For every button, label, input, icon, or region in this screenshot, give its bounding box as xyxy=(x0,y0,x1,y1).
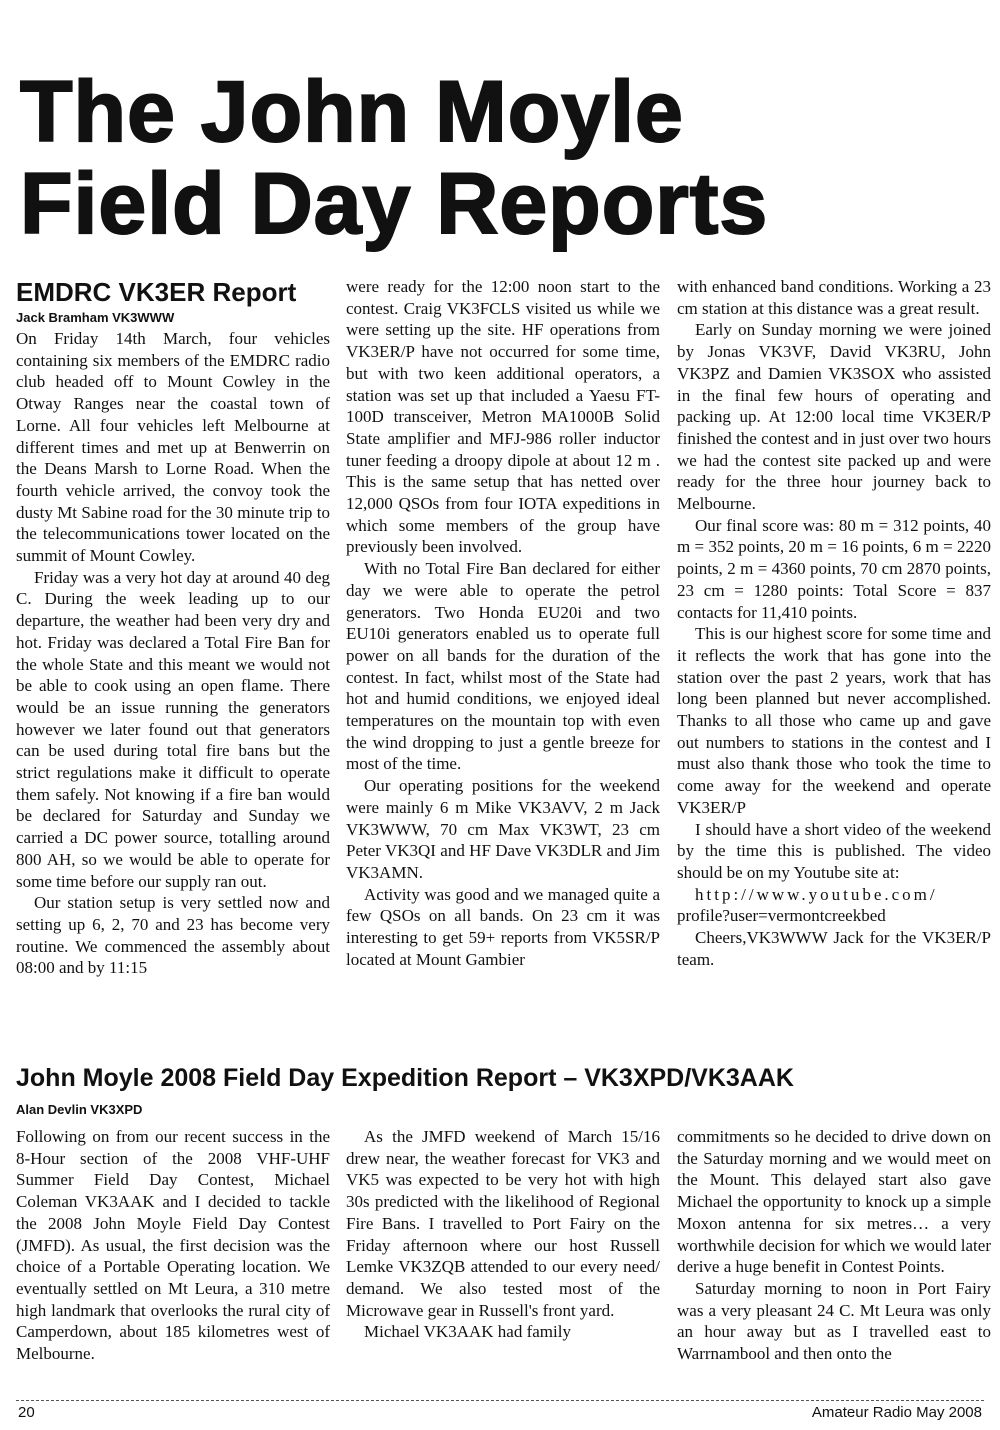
paragraph: Our station setup is very settled now and setting up 6, 2, 70 and 23 has become very routine. We commenced the assembly about 08:00 and by 11:15 xyxy=(16,893,330,978)
article1-heading: EMDRC VK3ER Report xyxy=(16,277,297,307)
paragraph: commitments so he decided to drive down on the Saturday morning and we would meet on the Mount. This delayed start also gave Michael the opportunity to knock up a simple Moxon antenna for six metres… a very worthwhile decision for which we would later derive a huge benefit in Contest Points. xyxy=(677,1127,991,1277)
magazine-issue: Amateur Radio May 2008 xyxy=(811,1404,982,1421)
article2-column-2 xyxy=(346,1126,660,1343)
paragraph: Following on from our recent success in the 8-Hour section of the 2008 VHF-UHF Summer Field Day Contest, Michael Coleman VK3AAK and I decided to tackle the 2008 John Moyle Field Day Contest (JMFD). As usual, the first decision was the choice of a Portable Operating location. We eventually settled on Mt Leura, a 310 metre high landmark that overlooks the rural city of Camperdown, about 185 kilometres west of Melbourne. xyxy=(16,1127,330,1364)
page-number: 20 xyxy=(18,1404,35,1421)
page-title-line-2: Field Day Reports xyxy=(20,156,769,252)
paragraph: As the JMFD weekend of March 15/16 drew near, the weather forecast for VK3 and VK5 was expected to be very hot with high 30s predicted with the likelihood of Regional Fire Bans. I travelled to Port Fairy on the Friday afternoon where our host Russell Lemke VK3ZQB attended to our every need/ demand. We also tested most of the Microwave gear in Russell's front yard. xyxy=(346,1127,660,1320)
article2-heading: John Moyle 2008 Field Day Expedition Report – VK3XPD/VK3AAK xyxy=(16,1064,794,1092)
paragraph: Our final score was: 80 m = 312 points, 40 m = 352 points, 20 m = 16 points, 6 m = 2220 points, 2 m = 4360 points, 70 cm 2870 points, 23 cm = 1280 points: Total Score = 837 contacts for 11,410 points. xyxy=(677,515,991,622)
paragraph: On Friday 14th March, four vehicles containing six members of the EMDRC radio club headed off to Mount Cowley in the Otway Ranges near the coastal town of Lorne. All four vehicles left Melbourne at different times and met up at Benwerrin on the Deans Marsh to Lorne Road. When the fourth vehicle arrived, the convoy took the dusty Mt Sabine road for the 30 minute trip to the telecommunications tower located on the summit of Mount Cowley. xyxy=(16,329,330,566)
article2-author: Alan Devlin VK3XPD xyxy=(16,1102,143,1117)
paragraph: I should have a short video of the weekend by the time this is published. The video should be on my Youtube site at: xyxy=(677,819,991,882)
article1-column-1 xyxy=(16,276,330,979)
paragraph: Our operating positions for the weekend were mainly 6 m Mike VK3AVV, 2 m Jack VK3WWW, 70 cm Max VK3WT, 23 cm Peter VK3QI and HF Dave VK3DLR and Jim VK3AMN. xyxy=(346,776,660,882)
article2-column-3 xyxy=(677,1126,991,1365)
article1-column-2 xyxy=(346,276,660,971)
paragraph: Early on Sunday morning we were joined by Jonas VK3VF, David VK3RU, John VK3PZ and Damien VK3SOX who assisted in the final few hours of operating and packing up. At 12:00 local time VK3ER/P finished the contest and in just over two hours we had the contest site packed up and were ready for the three hour journey back to Melbourne. xyxy=(677,320,991,514)
paragraph: were ready for the 12:00 noon start to the contest. Craig VK3FCLS visited us while we were setting up the site. HF operations from VK3ER/P have not occurred for some time, but with two keen additional operators, a station was set up that included a Yaesu FT-100D transceiver, Metron MA1000B Solid State amplifier and MFJ-986 roller inductor tuner feeding a droopy dipole at about 12 m . This is the same setup that has netted over 12,000 QSOs from four IOTA expeditions in which some members of the group have previously been involved. xyxy=(346,277,660,557)
paragraph: Saturday morning to noon in Port Fairy was a very pleasant 24 C. Mt Leura was only an hour away but as I travelled east to Warrnambool and then onto the xyxy=(677,1278,991,1364)
signoff: Cheers,VK3WWW Jack for the VK3ER/P team. xyxy=(677,928,991,969)
article1-column-3 xyxy=(677,276,991,971)
paragraph: With no Total Fire Ban declared for either day we were able to operate the petrol generators. Two Honda EU20i and two EU10i generators enabled us to operate full power on all bands for the duration of the contest. In fact, whilst most of the State had hot and humid conditions, we enjoyed ideal temperatures on the mountain top with even the wind dropping to just a gentle breeze for most of the time. xyxy=(346,559,660,774)
article2-column-1 xyxy=(16,1126,330,1365)
paragraph: This is our highest score for some time and it reflects the work that has gone into the station over the past 2 years, work that has long been planned but never accomplished. Thanks to all those who came up and gave out numbers to stations in the contest and I must also thank those who took the time to come away for the weekend and operate VK3ER/P xyxy=(677,624,991,817)
youtube-url-line-1: http://www.youtube.com/ xyxy=(695,884,938,904)
paragraph: with enhanced band conditions. Working a 23 cm station at this distance was a great result. xyxy=(677,277,991,318)
article1-author: Jack Bramham VK3WWW xyxy=(16,310,175,325)
paragraph: Michael VK3AAK had family xyxy=(364,1322,571,1342)
footer-divider xyxy=(16,1400,984,1401)
youtube-url-line-2: profile?user=vermontcreekbed xyxy=(677,906,886,926)
paragraph: Activity was good and we managed quite a few QSOs on all bands. On 23 cm it was interesting to get 59+ reports from VK5SR/P located at Mount Gambier xyxy=(346,884,660,969)
paragraph: Friday was a very hot day at around 40 deg C. During the week leading up to our departure, the weather had been very dry and hot. Friday was declared a Total Fire Ban for the whole State and this meant we would not be able to cook using an open flame. There would be an issue running the generators however we later found out that generators can be used during total fire bans but the strict regulations make it difficult to operate them safely. Not knowing if a fire ban would be declared for Saturday and Sunday we carried a DC power source, totalling around 800 AH, so we would be able to operate for some time before our supply ran out. xyxy=(16,567,330,891)
page-title-line-1: The John Moyle xyxy=(20,64,684,160)
page-title xyxy=(20,66,980,250)
